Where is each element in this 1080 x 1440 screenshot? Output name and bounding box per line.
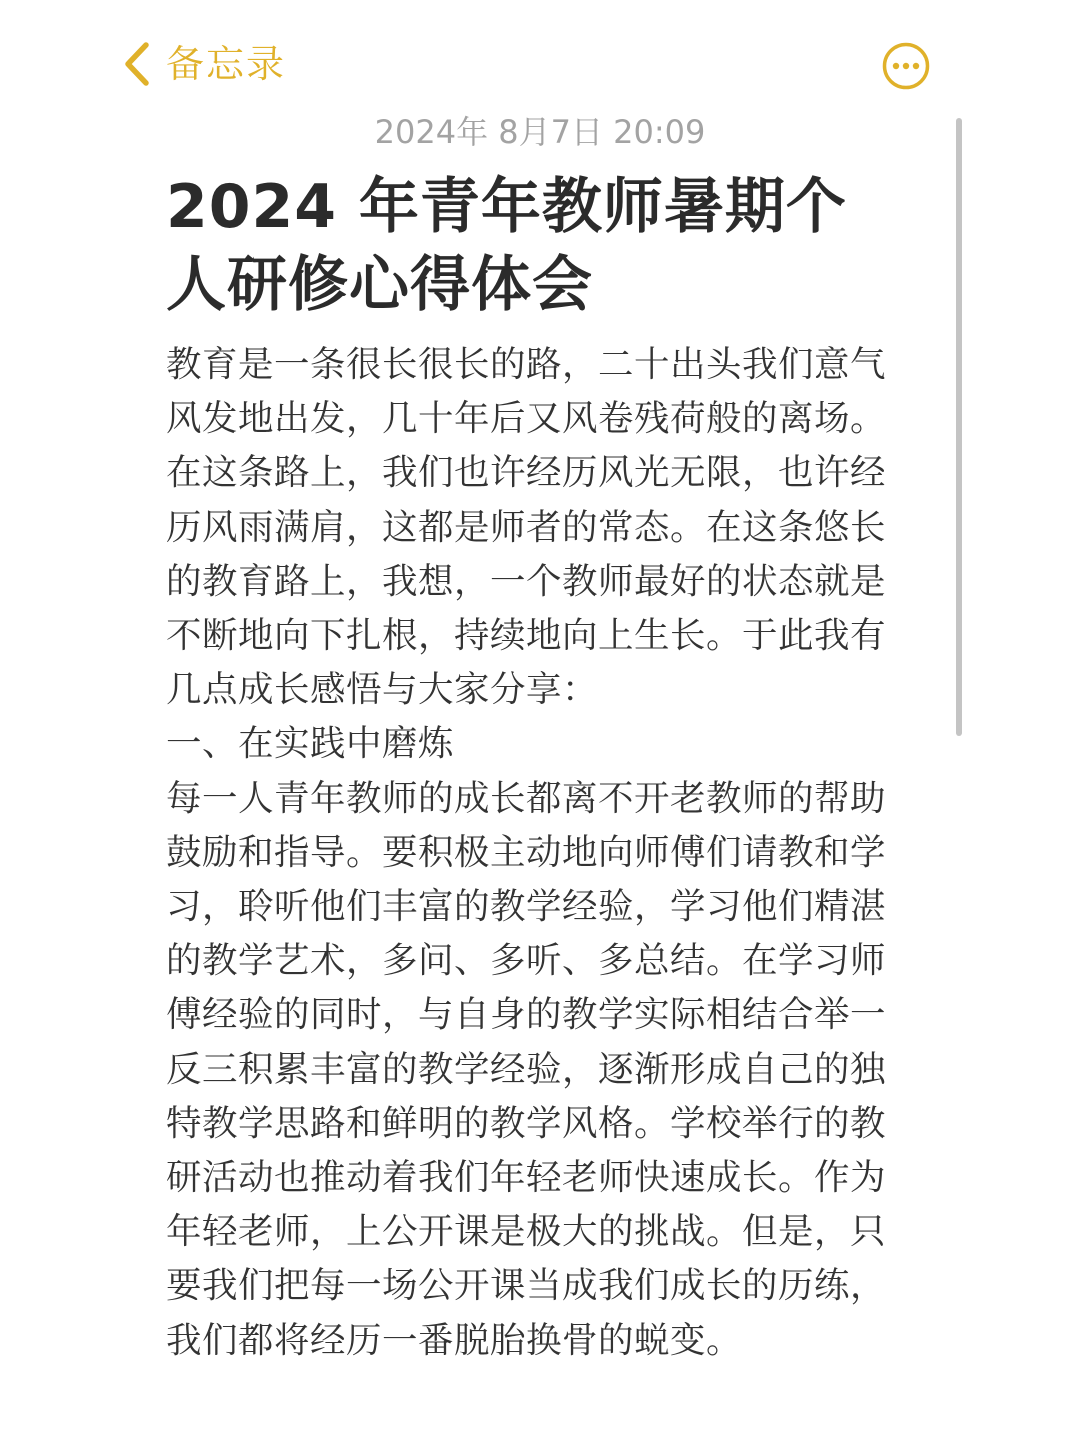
ellipsis-circle-icon	[882, 42, 930, 90]
navigation-bar	[0, 0, 1080, 110]
note-date: 2024年 8月7日 20:09	[374, 113, 706, 151]
note-content[interactable]	[166, 168, 894, 1368]
note-body	[166, 338, 894, 1368]
note-paragraph-practice: 每一人青年教师的成长都离不开老教师的帮助鼓励和指导。要积极主动地向师傅们请教和学习，聆听他们丰富的教学经验，学习他们精湛的教学艺术，多问、多听、多总结。在学习师傅经验的同时，与自身的教学实际相结合举一反三积累丰富的教学经验，逐渐形成自己的独特教学思路和鲜明的教学风格。学校举行的教研活动也推动着我们年轻老师快速成长。作为年轻老师，上公开课是极大的挑战。但是，只要我们把每一场公开课当成我们成长的历练，我们都将经历一番脱胎换骨的蜕变。	[166, 777, 887, 1361]
note-section-heading: 一、在实践中磨炼	[166, 723, 455, 765]
vertical-scrollbar[interactable]	[956, 118, 962, 736]
note-title: 2024 年青年教师暑期个人研修心得体会	[166, 172, 847, 320]
more-options-button[interactable]	[882, 42, 930, 90]
chevron-left-icon	[124, 42, 150, 86]
note-paragraph-intro: 教育是一条很长很长的路，二十出头我们意气风发地出发，几十年后又风卷残荷般的离场。在这条路上，我们也许经历风光无限，也许经历风雨满肩，这都是师者的常态。在这条悠长的教育路上，我想，一个教师最好的状态就是不断地向下扎根，持续地向上生长。于此我有几点成长感悟与大家分享：	[166, 344, 887, 711]
back-button[interactable]	[124, 38, 286, 90]
back-label: 备忘录	[166, 42, 287, 86]
